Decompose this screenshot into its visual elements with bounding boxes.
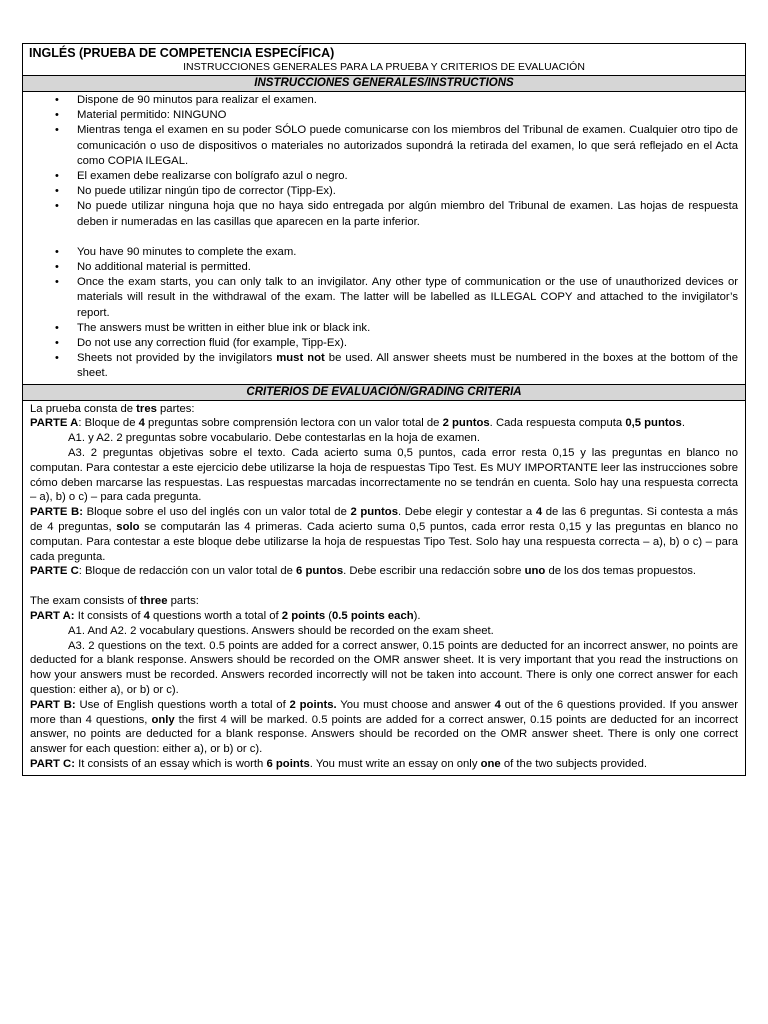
instructions-list-english [53, 245, 738, 382]
list-spacer [53, 230, 738, 245]
list-item: • The answers must be written in either blue ink or black ink. [53, 321, 738, 336]
criteria-a1-es: A1. y A2. 2 preguntas sobre vocabulario. Debe contestarlas en la hoja de examen. [68, 432, 480, 445]
list-item [53, 351, 738, 381]
exam-instructions-document [22, 43, 746, 776]
list-item: • Mientras tenga el examen en su poder SÓLO puede comunicarse con los miembros del Tribunal de examen. Cualquier otro tipo de comunicación o uso de dispositivos o materiales no autorizados supondrá la retirada del examen, lo que será reflejado en el Acta como COPIA ILEGAL. [53, 123, 738, 169]
criteria-a1-en: A1. And A2. 2 vocabulary questions. Answers should be recorded on the exam sheet. [68, 624, 494, 637]
instructions-list-spanish [53, 93, 738, 230]
text-run: Sheets not provided by the invigilators [77, 352, 277, 365]
criteria-part-b-en: PART B: Use of English questions worth a total of 2 points. You must choose and answer 4 out of the 6 questions provided. If you answer more than 4 questions, only the first 4 will be marked. 0.5 points are added for a correct answer, 0.15 points are deducted for an incorrect answer, no points are deducted for a blank response. Answers should be recorded on the OMR answer sheet. There is only one correct answer for each question: either a), or b) or c). [30, 698, 739, 756]
criteria-part-c-es: PARTE C: Bloque de redacción con un valor total de 6 puntos. Debe escribir una redacción sobre uno de los dos temas propuestos. [30, 565, 697, 578]
criteria-intro-es: La prueba consta de tres partes: [30, 402, 195, 415]
list-item: • Once the exam starts, you can only talk to an invigilator. Any other type of communication or the use of unauthorized devices or materials will result in the withdrawal of the exam. The latter will be labelled as ILLEGAL COPY and attached to the invigilator’s report. [53, 275, 738, 321]
emphasis: must not [276, 352, 325, 365]
document-title: INGLÉS (PRUEBA DE COMPETENCIA ESPECÍFICA) [29, 46, 335, 60]
criteria-a3-es: A3. 2 preguntas objetivas sobre el texto. Cada acierto suma 0,5 puntos, cada error resta 0,15 y las preguntas en blanco no computan. Para contestar a este ejercicio debe utilizarse la hoja de respuestas Tipo Test. Es MUY IMPORTANTE leer las instrucciones sobre cómo deben marcarse las respuestas. Las respuestas marcadas incorrectamente no se tendrán en cuenta. Solo hay una respuesta correcta – a), b) o c) – para cada pregunta. [30, 447, 738, 504]
list-item: • No additional material is permitted. [53, 260, 738, 275]
title-block [23, 44, 745, 76]
criteria-a3-en: A3. 2 questions on the text. 0.5 points are added for a correct answer, 0.15 points are deducted for an incorrect answer, no points are deducted for a blank response. Answers should be recorded on the OMR answer sheet. It is very important that you read the instructions on how your answers must be recorded. Answers recorded incorrectly will not be taken into account. There is only one correct answer for each question: either a), or b) or c). [30, 639, 738, 696]
criteria-part-a-en: PART A: It consists of 4 questions worth a total of 2 points (0.5 points each). [30, 610, 421, 623]
instructions-section [23, 92, 745, 385]
criteria-section [23, 401, 745, 775]
list-item: • No puede utilizar ninguna hoja que no haya sido entregada por algún miembro del Tribunal de examen. Las hojas de respuesta deben ir numeradas en las casillas que aparecen en la parte inferior. [53, 199, 738, 229]
list-item: • Material permitido: NINGUNO [53, 108, 738, 123]
instructions-heading: INSTRUCCIONES GENERALES/INSTRUCTIONS [23, 76, 745, 92]
criteria-part-b-es: PARTE B: Bloque sobre el uso del inglés con un valor total de 2 puntos. Debe elegir y contestar a 4 de las 6 preguntas. Si contesta a más de 4 preguntas, solo se computarán las 4 primeras. Cada acierto suma 0,5 puntos, cada error resta 0,15 y las preguntas en blanco no computan. Para contestar a este bloque debe utilizarse la hoja de respuestas Tipo Test. Solo hay una respuesta correcta – a), b) o c) – para cada pregunta. [30, 506, 738, 563]
list-item: • No puede utilizar ningún tipo de corrector (Tipp-Ex). [53, 184, 738, 199]
criteria-intro-en: The exam consists of three parts: [30, 595, 199, 608]
criteria-part-a-es: PARTE A: Bloque de 4 preguntas sobre comprensión lectora con un valor total de 2 puntos. Cada respuesta computa 0,5 puntos. [30, 417, 685, 430]
criteria-spacer [30, 579, 738, 594]
list-item: • Do not use any correction fluid (for example, Tipp-Ex). [53, 336, 738, 351]
text-run: be used. All answer sheets must be numbered in the boxes at the bottom of the sheet. [77, 352, 738, 380]
list-item: • Dispone de 90 minutos para realizar el examen. [53, 93, 738, 108]
list-item: • You have 90 minutes to complete the exam. [53, 245, 738, 260]
list-item: • El examen debe realizarse con bolígrafo azul o negro. [53, 169, 738, 184]
criteria-part-c-en: PART C: It consists of an essay which is worth 6 points. You must write an essay on only one of the two subjects provided. [30, 757, 648, 770]
criteria-heading: CRITERIOS DE EVALUACIÓN/GRADING CRITERIA [23, 385, 745, 401]
document-subtitle: INSTRUCCIONES GENERALES PARA LA PRUEBA Y CRITERIOS DE EVALUACIÓN [183, 61, 585, 73]
